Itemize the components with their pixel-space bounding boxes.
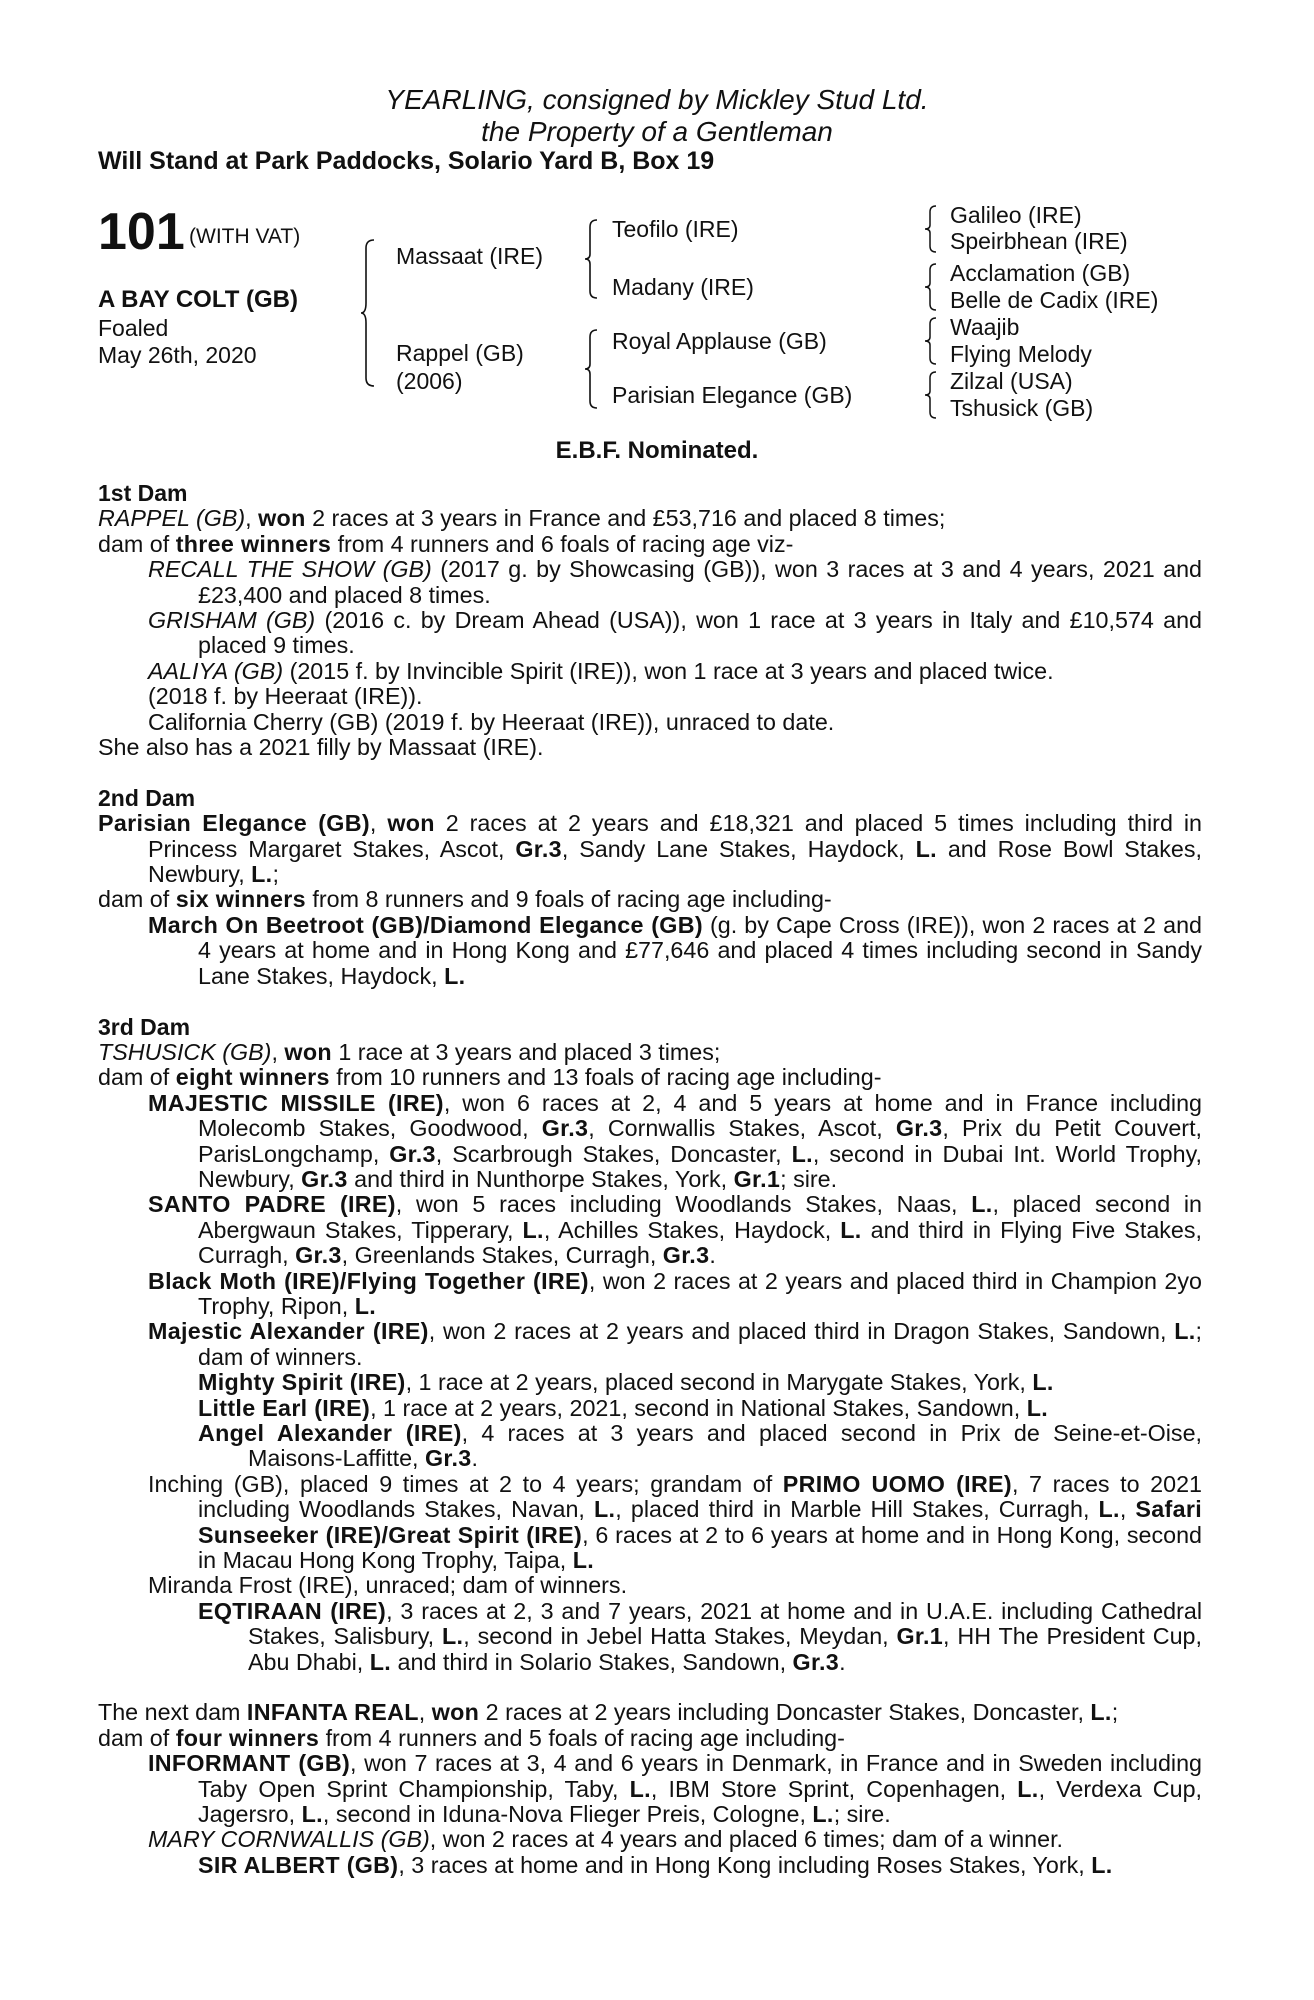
horse-name: GRISHAM (GB) [148, 607, 316, 634]
pedigree-bracket-g3 [924, 316, 940, 366]
pedigree-bracket-sire [584, 218, 602, 300]
text: , [418, 1699, 432, 1726]
text: from 8 runners and 9 foals of racing age including- [305, 886, 832, 913]
horse-name: Angel Alexander (IRE) [198, 1420, 462, 1446]
pedigree-bracket-g2 [924, 262, 940, 312]
text: , won 2 races at 2 years and placed third in Dragon Stakes, Sandown, [428, 1318, 1175, 1345]
text: , 3 races at 2, 3 and 7 years, 2021 at home and in U.A.E. including Cathedral Stakes, Salisbury, [248, 1597, 1203, 1650]
won-label: won [258, 505, 306, 532]
text: , 7 races to 2021 including Woodlands Stakes, Navan, [198, 1470, 1203, 1523]
grade: L. [301, 1801, 323, 1828]
horse-name: Little Earl (IRE) [198, 1394, 371, 1421]
text: , 1 race at 2 years, 2021, second in National Stakes, Sandown, [370, 1394, 1027, 1421]
grade: L. [1090, 1699, 1112, 1726]
text: , Achilles Stakes, Haydock, [543, 1216, 841, 1243]
text: , Greenlands Stakes, Curragh, [341, 1242, 663, 1269]
grade: Gr.3 [541, 1115, 589, 1142]
horse-name: AALIYA (GB) [148, 657, 284, 684]
text: from 4 runners and 5 foals of racing age including- [319, 1724, 845, 1751]
next-dam-name: INFANTA REAL [246, 1699, 419, 1726]
winners-count: eight winners [175, 1064, 330, 1091]
next-dam-produce-summary [98, 1726, 1202, 1751]
produce-entry: (2018 f. by Heeraat (IRE)). [148, 683, 423, 710]
second-dam-summary [98, 811, 1202, 887]
text: dam of [98, 1064, 176, 1091]
grade: L. [791, 1140, 813, 1167]
grade: L. [522, 1216, 544, 1243]
pedigree-bracket-main [360, 238, 380, 388]
horse-name: SIR ALBERT (GB) [198, 1851, 399, 1878]
text: ; sire. [833, 1801, 891, 1828]
text: dam of [98, 1724, 176, 1751]
produce-entry [98, 1396, 1202, 1421]
grade: L. [812, 1801, 834, 1828]
first-dam-name: RAPPEL (GB) [98, 505, 246, 532]
text: and third in Flying Five Stakes, Curragh, [198, 1216, 1202, 1269]
produce-entry [98, 1827, 1202, 1852]
grade: Gr.1 [733, 1165, 781, 1192]
text: , won 7 races at 3, 4 and 6 years in Denmark, in France and in Sweden including Taby Open Sprint Championship, Taby, [198, 1750, 1202, 1802]
produce-entry [98, 1192, 1202, 1268]
text: , won 2 races at 2 years and placed third in Champion 2yo Trophy, Ripon, [198, 1267, 1202, 1319]
third-dam-produce-summary [98, 1065, 1202, 1090]
text: . [839, 1648, 846, 1675]
grade: L. [444, 962, 466, 989]
pedigree-bracket-g4 [924, 370, 940, 420]
text: , won 2 races at 4 years and placed 6 times; dam of a winner. [429, 1826, 1064, 1853]
produce-entry [98, 1269, 1202, 1320]
horse-name: Majestic Alexander (IRE) [148, 1318, 429, 1345]
vat-note: (WITH VAT) [189, 225, 301, 248]
second-dam-name: Parisian Elegance (GB) [98, 810, 370, 837]
text: ; [272, 861, 279, 888]
grade: L. [1017, 1775, 1039, 1802]
grade: Gr.3 [515, 835, 562, 862]
produce-entry [98, 659, 1202, 684]
text: , Prix du Petit Couvert, ParisLongchamp, [198, 1115, 1203, 1167]
pedigree-bracket-g1 [924, 204, 940, 254]
produce-entry [98, 1421, 1202, 1472]
text: , 4 races at 3 years and placed second in Prix de Seine-et-Oise, Maisons-Laffitte, [248, 1420, 1202, 1472]
text: and third in Solario Stakes, Sandown, [391, 1648, 793, 1675]
text: ; sire. [780, 1165, 838, 1192]
third-dam-name: TSHUSICK (GB) [98, 1038, 272, 1065]
gsire-5: Waajib [950, 314, 1020, 340]
produce-entry [98, 1319, 1202, 1370]
gsire-1: Galileo (IRE) [950, 202, 1082, 228]
dam-sire-name: Royal Applause (GB) [612, 328, 827, 354]
text: . [471, 1445, 478, 1472]
text: 2 races at 2 years and £18,321 and placed 5 times including third in Princess Margaret Stakes, Ascot, [148, 810, 1202, 862]
text: , HH The President Cup, Abu Dhabi, [248, 1623, 1202, 1675]
horse-name: Safari Sunseeker (IRE)/Great Spirit (IRE) [198, 1496, 1202, 1548]
horse-name: EQTIRAAN (IRE) [198, 1597, 387, 1624]
grade: L. [629, 1775, 651, 1802]
sire-dam-name: Madany (IRE) [612, 274, 754, 300]
gsire-3: Acclamation (GB) [950, 260, 1131, 286]
dam-year: (2006) [396, 368, 463, 394]
text: , [369, 810, 388, 837]
produce-note: She also has a 2021 filly by Massaat (IRE). [98, 734, 544, 761]
horse-name: Mighty Spirit (IRE) [198, 1369, 406, 1396]
text: , 6 races at 2 to 6 years at home and in Hong Kong, second in Macau Hong Kong Trophy, Taipa, [198, 1521, 1202, 1574]
text: , second in Jebel Hatta Stakes, Meydan, [463, 1623, 897, 1650]
grade: Gr.3 [301, 1165, 348, 1192]
produce-entry [98, 1751, 1202, 1827]
text: ; dam of winners. [198, 1318, 1202, 1370]
third-dam-summary [98, 1040, 1202, 1065]
horse-name: Black Moth (IRE)/Flying Together (IRE) [148, 1267, 589, 1294]
gsire-4: Belle de Cadix (IRE) [950, 287, 1159, 313]
grade: L. [1026, 1394, 1048, 1421]
sire-name: Massaat (IRE) [396, 243, 543, 269]
produce-entry: Miranda Frost (IRE), unraced; dam of winners. [148, 1572, 628, 1599]
text: from 10 runners and 13 foals of racing age including- [329, 1064, 882, 1091]
first-dam-summary [98, 506, 1202, 531]
first-dam-heading: 1st Dam [98, 480, 188, 506]
produce-entry [98, 1370, 1202, 1395]
text: 1 race at 3 years and placed 3 times; [331, 1038, 721, 1065]
consignor-line: YEARLING, consigned by Mickley Stud Ltd. [385, 84, 929, 115]
lot-number: 101 [98, 203, 185, 261]
won-label: won [284, 1038, 332, 1065]
lot-description: A BAY COLT (GB) [98, 286, 299, 313]
foaled-date: May 26th, 2020 [98, 342, 257, 368]
produce-entry: California Cherry (GB) (2019 f. by Heeraat (IRE)), unraced to date. [148, 708, 835, 735]
text: The next dam [98, 1699, 247, 1726]
text: , Sandy Lane Stakes, Haydock, [561, 835, 916, 862]
grade: L. [1032, 1369, 1054, 1396]
grade: L. [840, 1216, 862, 1243]
text: , Scarbrough Stakes, Doncaster, [435, 1140, 792, 1167]
text: and third in Nunthorpe Stakes, York, [347, 1165, 734, 1192]
dam-name: Rappel (GB) [396, 340, 524, 366]
gsire-2: Speirbhean (IRE) [950, 228, 1128, 254]
text: (2016 c. by Dream Ahead (USA)), won 1 race at 3 years in Italy and £10,574 and placed 9 times. [198, 607, 1203, 659]
winners-count: four winners [175, 1724, 320, 1751]
text: , second in Dubai Int. World Trophy, Newbury, [198, 1140, 1202, 1192]
horse-name: SANTO PADRE (IRE) [148, 1191, 396, 1218]
produce-entry [98, 608, 1202, 659]
text: , IBM Store Sprint, Copenhagen, [650, 1775, 1018, 1802]
text: 2 races at 3 years in France and £53,716 and placed 8 times; [305, 505, 946, 532]
dam-dam-name: Parisian Elegance (GB) [612, 382, 853, 408]
text: , Verdexa Cup, Jagersro, [198, 1775, 1202, 1828]
foaled-label: Foaled [98, 315, 169, 341]
text: , [271, 1038, 285, 1065]
text: (2015 f. by Invincible Spirit (IRE)), won 1 race at 3 years and placed twice. [283, 657, 1054, 684]
grade: L. [915, 835, 937, 862]
horse-name: MAJESTIC MISSILE (IRE) [148, 1089, 444, 1116]
produce-entry [98, 1472, 1202, 1574]
grade: L. [354, 1292, 376, 1319]
text: , second in Iduna-Nova Flieger Preis, Cologne, [322, 1801, 813, 1828]
text: , won 6 races at 2, 4 and 5 years at home and in France including Molecomb Stakes, Goodwood, [198, 1089, 1202, 1142]
grade: Gr.3 [424, 1445, 472, 1472]
grade: Gr.1 [896, 1623, 944, 1650]
first-dam-produce-summary [98, 532, 1202, 557]
produce-entry [98, 1599, 1202, 1675]
text: dam of [98, 886, 176, 913]
text: (g. by Cape Cross (IRE)), won 2 races at 2 and 4 years at home and in Hong Kong and £77,646 and placed 4 times including second in Sandy Lane Stakes, Haydock, [198, 911, 1202, 989]
text: (2017 g. by Showcasing (GB)), won 3 races at 3 and 4 years, 2021 and £23,400 and placed 8 times. [198, 556, 1202, 608]
text: ; [1111, 1699, 1119, 1726]
grade: Gr.3 [895, 1115, 943, 1142]
grade: L. [1091, 1851, 1113, 1878]
horse-name: MARY CORNWALLIS (GB) [148, 1826, 430, 1853]
gsire-6: Flying Melody [950, 341, 1092, 367]
text: , placed third in Marble Hill Stakes, Curragh, [615, 1496, 1099, 1523]
text: , [1119, 1496, 1136, 1523]
horse-name: March On Beetroot (GB)/Diamond Elegance (GB) [148, 911, 703, 938]
ebf-nominated: E.B.F. Nominated. [555, 437, 759, 464]
produce-entry [98, 1091, 1202, 1193]
second-dam-heading: 2nd Dam [98, 784, 196, 811]
grade: L. [593, 1496, 616, 1523]
grade: L. [1098, 1496, 1120, 1523]
produce-record [98, 481, 1202, 1878]
sire-sire-name: Teofilo (IRE) [612, 216, 739, 242]
winners-count: six winners [175, 886, 306, 913]
grade: L. [251, 861, 273, 888]
gsire-8: Tshusick (GB) [950, 395, 1094, 421]
grade: L. [572, 1547, 595, 1574]
text: 2 races at 2 years including Doncaster Stakes, Doncaster, [479, 1699, 1091, 1726]
pedigree-bracket-dam [584, 328, 602, 410]
horse-name: PRIMO UOMO (IRE) [782, 1470, 1012, 1497]
produce-entry [98, 1853, 1202, 1878]
won-label: won [431, 1699, 480, 1726]
text: and Rose Bowl Stakes, Newbury, [148, 835, 1202, 888]
grade: Gr.3 [295, 1242, 342, 1269]
text: , won 5 races including Woodlands Stakes, Naas, [395, 1191, 972, 1218]
text: dam of [98, 530, 176, 557]
text: . [709, 1242, 716, 1269]
text: , placed second in Abergwaun Stakes, Tipperary, [198, 1191, 1202, 1243]
text: , 1 race at 2 years, placed second in Marygate Stakes, York, [405, 1369, 1033, 1396]
produce-entry [98, 913, 1202, 989]
grade: Gr.3 [389, 1140, 436, 1167]
second-dam-produce-summary [98, 887, 1202, 912]
winners-count: three winners [175, 530, 332, 557]
property-line: the Property of a Gentleman [481, 116, 833, 147]
grade: L. [441, 1623, 464, 1650]
grade: Gr.3 [792, 1648, 840, 1675]
grade: Gr.3 [662, 1242, 710, 1269]
won-label: won [387, 810, 435, 837]
grade: L. [971, 1191, 993, 1218]
horse-name: RECALL THE SHOW (GB) [148, 556, 432, 583]
gsire-7: Zilzal (USA) [950, 368, 1073, 394]
text: , Cornwallis Stakes, Ascot, [588, 1115, 896, 1142]
stabling-line: Will Stand at Park Paddocks, Solario Yard B, Box 19 [98, 147, 715, 175]
next-dam-summary [98, 1700, 1202, 1725]
horse-name: INFORMANT (GB) [148, 1750, 351, 1777]
grade: L. [1174, 1318, 1196, 1345]
text: , 3 races at home and in Hong Kong including Roses Stakes, York, [398, 1851, 1092, 1878]
text: , [245, 505, 259, 532]
text: Inching (GB), placed 9 times at 2 to 4 years; grandam of [148, 1470, 783, 1497]
text: from 4 runners and 6 foals of racing age viz- [331, 530, 794, 557]
grade: L. [369, 1648, 392, 1675]
produce-entry [98, 557, 1202, 608]
third-dam-heading: 3rd Dam [98, 1013, 191, 1040]
